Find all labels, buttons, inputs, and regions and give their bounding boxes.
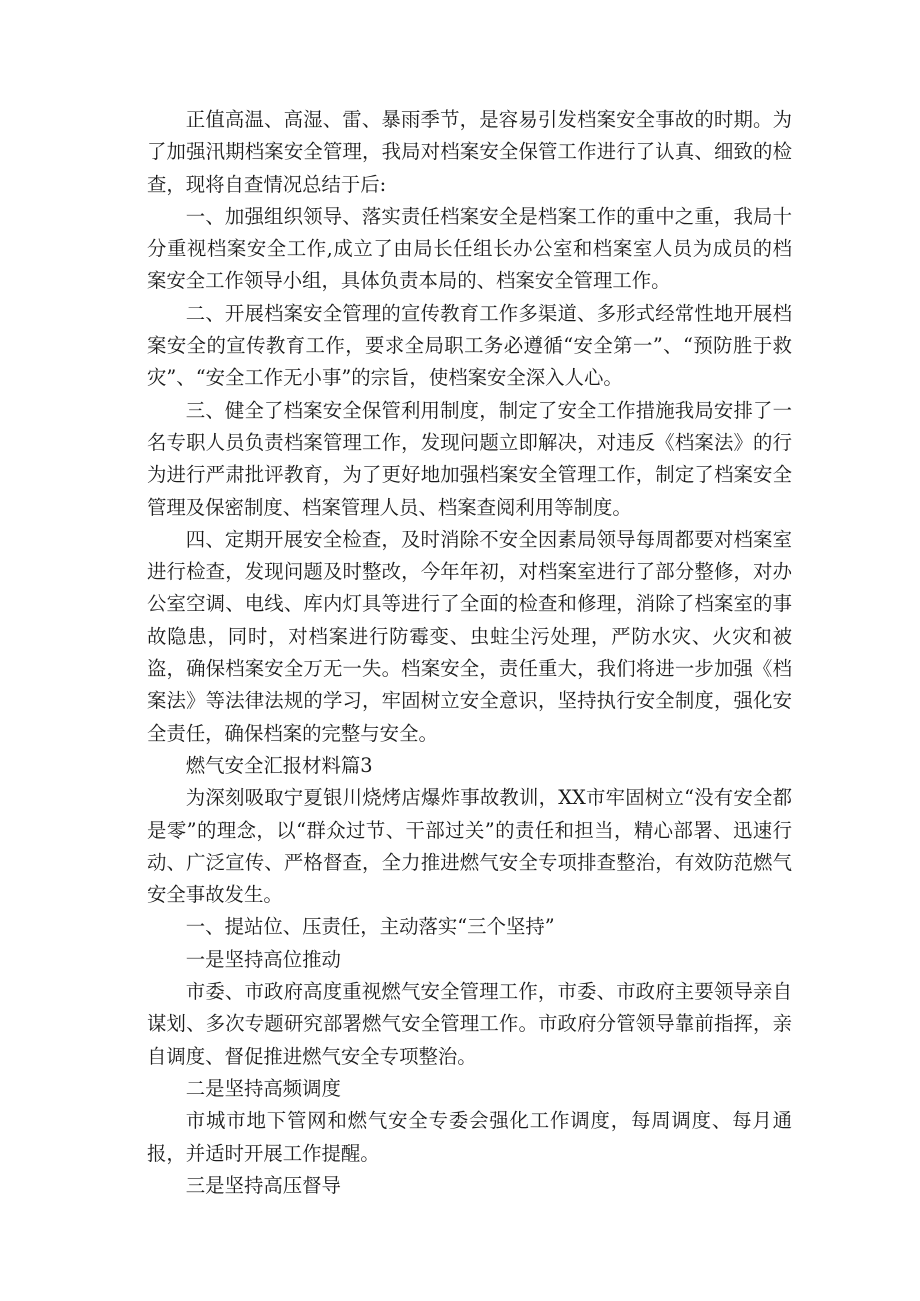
paragraph-section-2: 二、开展档案安全管理的宣传教育工作多渠道、多形式经常性地开展档案安全的宣传教育工作，要求全局职工务必遵循“安全第一”、“预防胜于救灾”、“安全工作无小事”的宗旨，使档案安全深入人心。 — [147, 301, 792, 390]
paragraph-section-1: 一、加强组织领导、落实责任档案安全是档案工作的重中之重，我局十分重视档案安全工作,成立了由局长任组长办公室和档案室人员为成员的档案安全工作领导小组，具体负责本局的、档案安全管理工作。 — [147, 204, 792, 293]
paragraph-gas-intro: 为深刻吸取宁夏银川烧烤店爆炸事故教训，XX市牢固树立“没有安全都是零”的理念，以“群众过节、干部过关”的责任和担当，精心部署、迅速行动、广泛宣传、严格督查，全力推进燃气安全专项排查整治，有效防范燃气安全事故发生。 — [147, 786, 792, 907]
paragraph-point-1: 市委、市政府高度重视燃气安全管理工作，市委、市政府主要领导亲自谋划、多次专题研究部署燃气安全管理工作。市政府分管领导靠前指挥，亲自调度、督促推进燃气安全专项整治。 — [147, 980, 792, 1068]
document-page — [147, 104, 792, 1202]
subheading-point-1: 一是坚持高位推动 — [185, 947, 341, 971]
paragraph-section-4: 四、定期开展安全检查，及时消除不安全因素局领导每周都要对档案室进行检查，发现问题及时整改，今年年初，对档案室进行了部分整修，对办公室空调、电线、库内灯具等进行了全面的检查和修理，消除了档案室的事故隐患，同时，对档案进行防霉变、虫蛀尘污处理，严防水灾、火灾和被盗，确保档案安全万无一失。档案安全，责任重大，我们将进一步加强《档案法》等法律法规的学习，牢固树立安全意识，坚持执行安全制度，强化安全责任，确保档案的完整与安全。 — [147, 527, 792, 745]
subheading-point-3: 三是坚持高压督导 — [185, 1173, 341, 1197]
subheading-point-2: 二是坚持高频调度 — [185, 1076, 341, 1100]
paragraph-section-3: 三、健全了档案安全保管利用制度，制定了安全工作措施我局安排了一名专职人员负责档案管理工作，发现问题立即解决，对违反《档案法》的行为进行严肃批评教育，为了更好地加强档案安全管理工作，制定了档案安全管理及保密制度、档案管理人员、档案查阅利用等制度。 — [147, 398, 792, 519]
paragraph-intro: 正值高温、高湿、雷、暴雨季节，是容易引发档案安全事故的时期。为了加强汛期档案安全管理，我局对档案安全保管工作进行了认真、细致的检查，现将自查情况总结于后: — [147, 108, 792, 196]
paragraph-point-2: 市城市地下管网和燃气安全专委会强化工作调度，每周调度、每月通报，并适时开展工作提醒。 — [147, 1109, 792, 1165]
section-heading: 燃气安全汇报材料篇3 — [185, 753, 373, 777]
subheading-part-1: 一、提站位、压责任，主动落实“三个坚持” — [185, 915, 555, 939]
